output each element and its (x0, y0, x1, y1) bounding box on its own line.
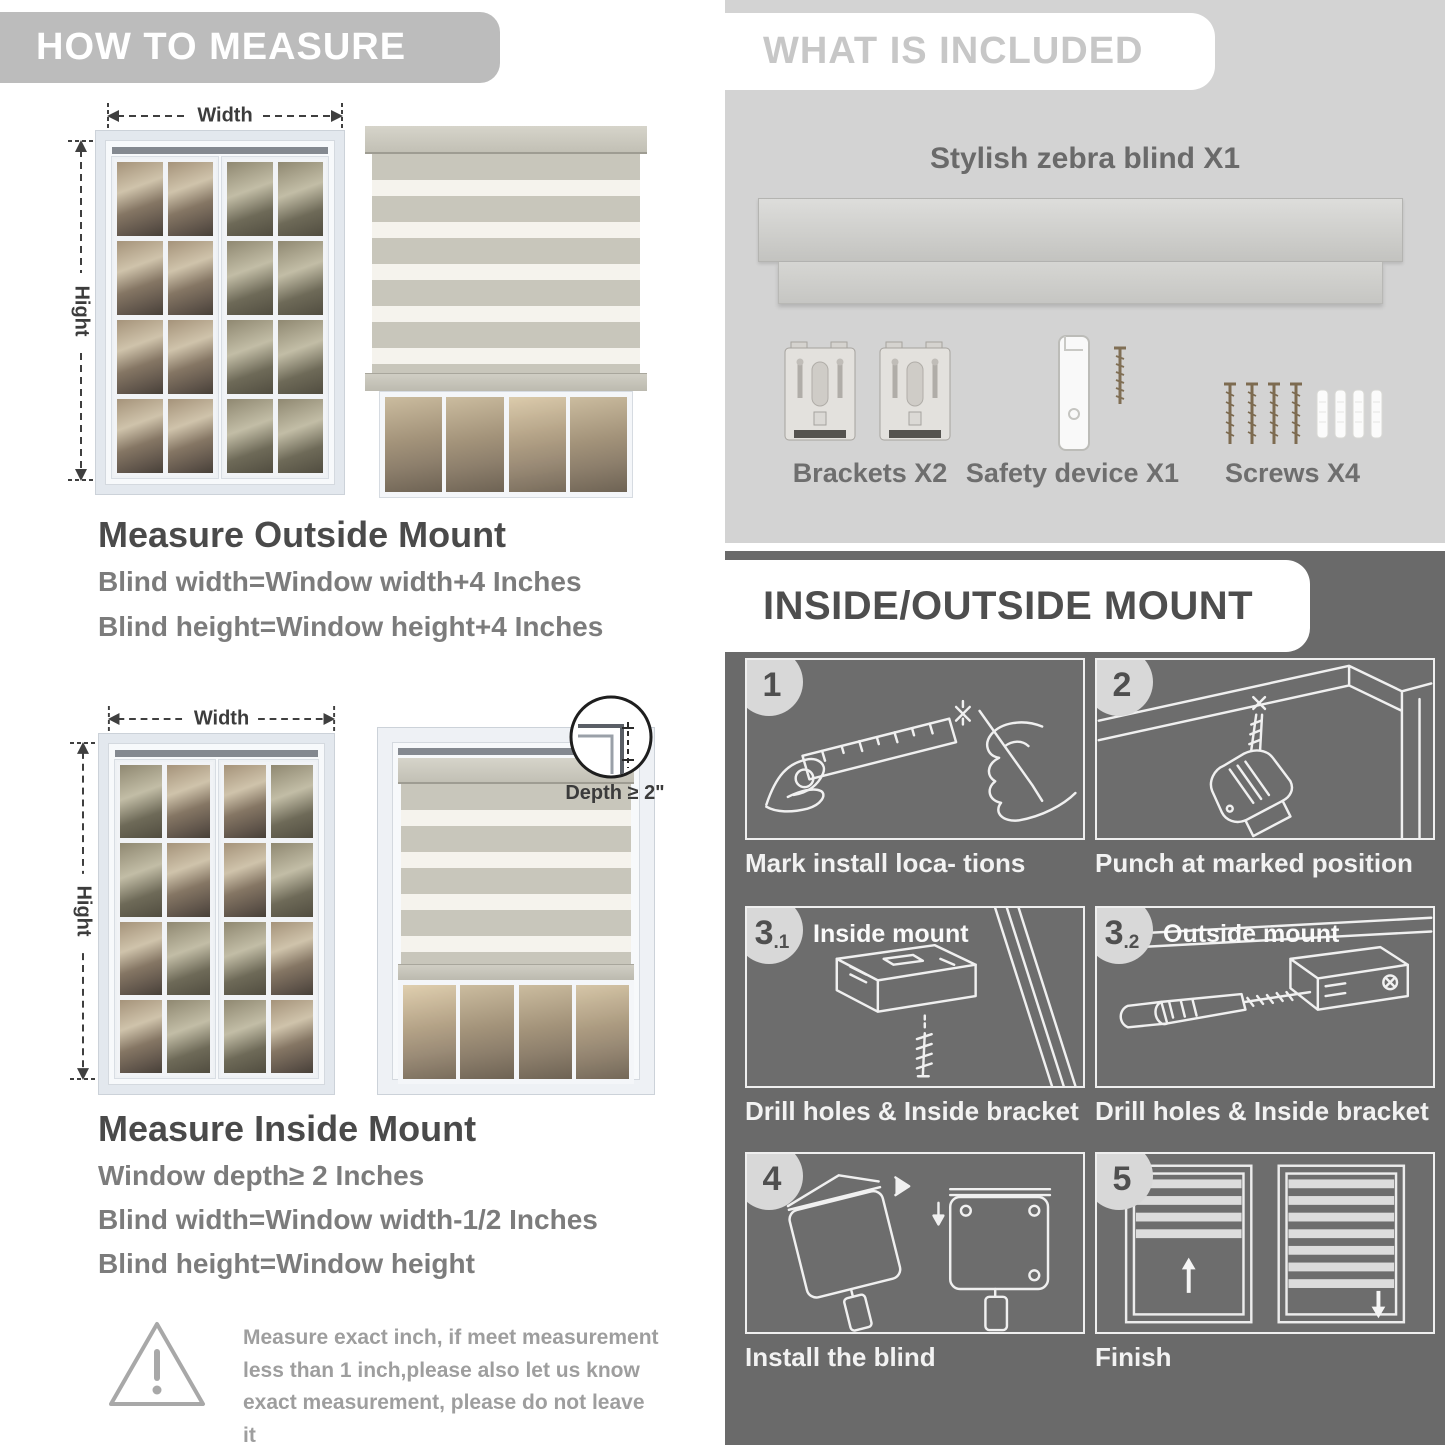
warning-icon (103, 1316, 211, 1412)
mount-title: INSIDE/OUTSIDE MOUNT (763, 583, 1254, 628)
blind-bottom-rail (365, 373, 647, 391)
window-casement-left (112, 157, 218, 478)
blind-stripes (372, 154, 640, 373)
step-badge: 4 (745, 1152, 803, 1210)
screws-label: Screws X4 (1224, 458, 1361, 488)
blind-bottom-rail (398, 964, 634, 980)
step-panel-2 (1095, 658, 1435, 840)
blind-stripes (401, 784, 631, 964)
step-caption-2: Punch at marked position (1095, 848, 1413, 878)
safety-device-label: Safety device X1 (965, 458, 1180, 488)
depth-callout-magnifier (568, 694, 654, 780)
mount-header (725, 560, 1310, 652)
brackets-icon (783, 340, 958, 450)
zebra-blind-outside (365, 126, 647, 498)
outside-mount-title: Measure Outside Mount (98, 514, 507, 555)
window-header-strip (112, 147, 328, 154)
width-label: Width (190, 708, 253, 731)
step-caption-1: Mark install loca- tions (745, 848, 1026, 878)
magnifier-corner-icon (568, 694, 654, 780)
step-panel-4 (745, 1152, 1085, 1334)
inside-mount-title: Measure Inside Mount (98, 1108, 477, 1149)
window-casement-right (222, 157, 328, 478)
mount-section (725, 551, 1445, 1445)
height-label: Hight (72, 881, 95, 940)
step-label-outside-mount: Outside mount (1163, 920, 1340, 948)
safety-device-icon (1055, 334, 1150, 454)
step-badge: 3 .2 (1095, 906, 1153, 964)
brackets-label: Brackets X2 (792, 458, 948, 488)
step-panel-1 (745, 658, 1085, 840)
depth-callout-label: Depth ≥ 2" (565, 782, 665, 804)
window-casement-right (219, 760, 319, 1078)
inside-mount-line-3: Blind height=Window height (98, 1248, 475, 1279)
what-is-included-header (725, 13, 1215, 90)
window-photo-inside (98, 733, 335, 1095)
step-panel-5 (1095, 1152, 1435, 1334)
included-section (725, 0, 1445, 543)
blind-headrail-image (758, 198, 1403, 262)
screws-icon (1217, 378, 1387, 453)
width-arrow-inside (106, 706, 337, 732)
step-badge: 5 (1095, 1152, 1153, 1210)
how-to-measure-title: HOW TO MEASURE (36, 26, 407, 68)
outside-mount-line-1: Blind width=Window width+4 Inches (98, 566, 582, 597)
step-panel-3-2 (1095, 906, 1435, 1088)
step-badge: 2 (1095, 658, 1153, 716)
width-label: Width (193, 105, 256, 128)
step-badge: 1 (745, 658, 803, 716)
blind-cassette (365, 126, 647, 154)
step-caption-5: Finish (1095, 1342, 1172, 1372)
window-photo-outside (95, 130, 345, 495)
width-arrow-outside (105, 103, 345, 129)
how-to-measure-header (0, 12, 500, 83)
step-caption-4: Install the blind (745, 1342, 936, 1372)
height-arrow-outside (68, 138, 94, 483)
inside-mount-line-1: Window depth≥ 2 Inches (98, 1160, 425, 1191)
step-panel-3-1 (745, 906, 1085, 1088)
inside-mount-line-2: Blind width=Window width-1/2 Inches (98, 1204, 598, 1235)
window-below-blind (379, 391, 633, 498)
step-label-inside-mount: Inside mount (813, 920, 969, 948)
window-casement-left (115, 760, 215, 1078)
outside-mount-line-2: Blind height=Window height+4 Inches (98, 611, 604, 642)
step-caption-3-1: Drill holes & Inside bracket (745, 1096, 1079, 1126)
step-badge: 3 .1 (745, 906, 803, 964)
product-label: Stylish zebra blind X1 (929, 142, 1241, 175)
height-arrow-inside (70, 740, 96, 1082)
blind-roll-image (778, 262, 1383, 304)
window-header-strip (115, 750, 318, 757)
what-is-included-title: WHAT IS INCLUDED (763, 30, 1144, 72)
height-label: Hight (70, 281, 93, 340)
window-below-blind (398, 980, 634, 1084)
warning-text: Measure exact inch, if meet measurement less than 1 inch,please also let us know exact measurement, please do not leave it (243, 1326, 659, 1445)
step-caption-3-2: Drill holes & Inside bracket (1095, 1096, 1429, 1126)
